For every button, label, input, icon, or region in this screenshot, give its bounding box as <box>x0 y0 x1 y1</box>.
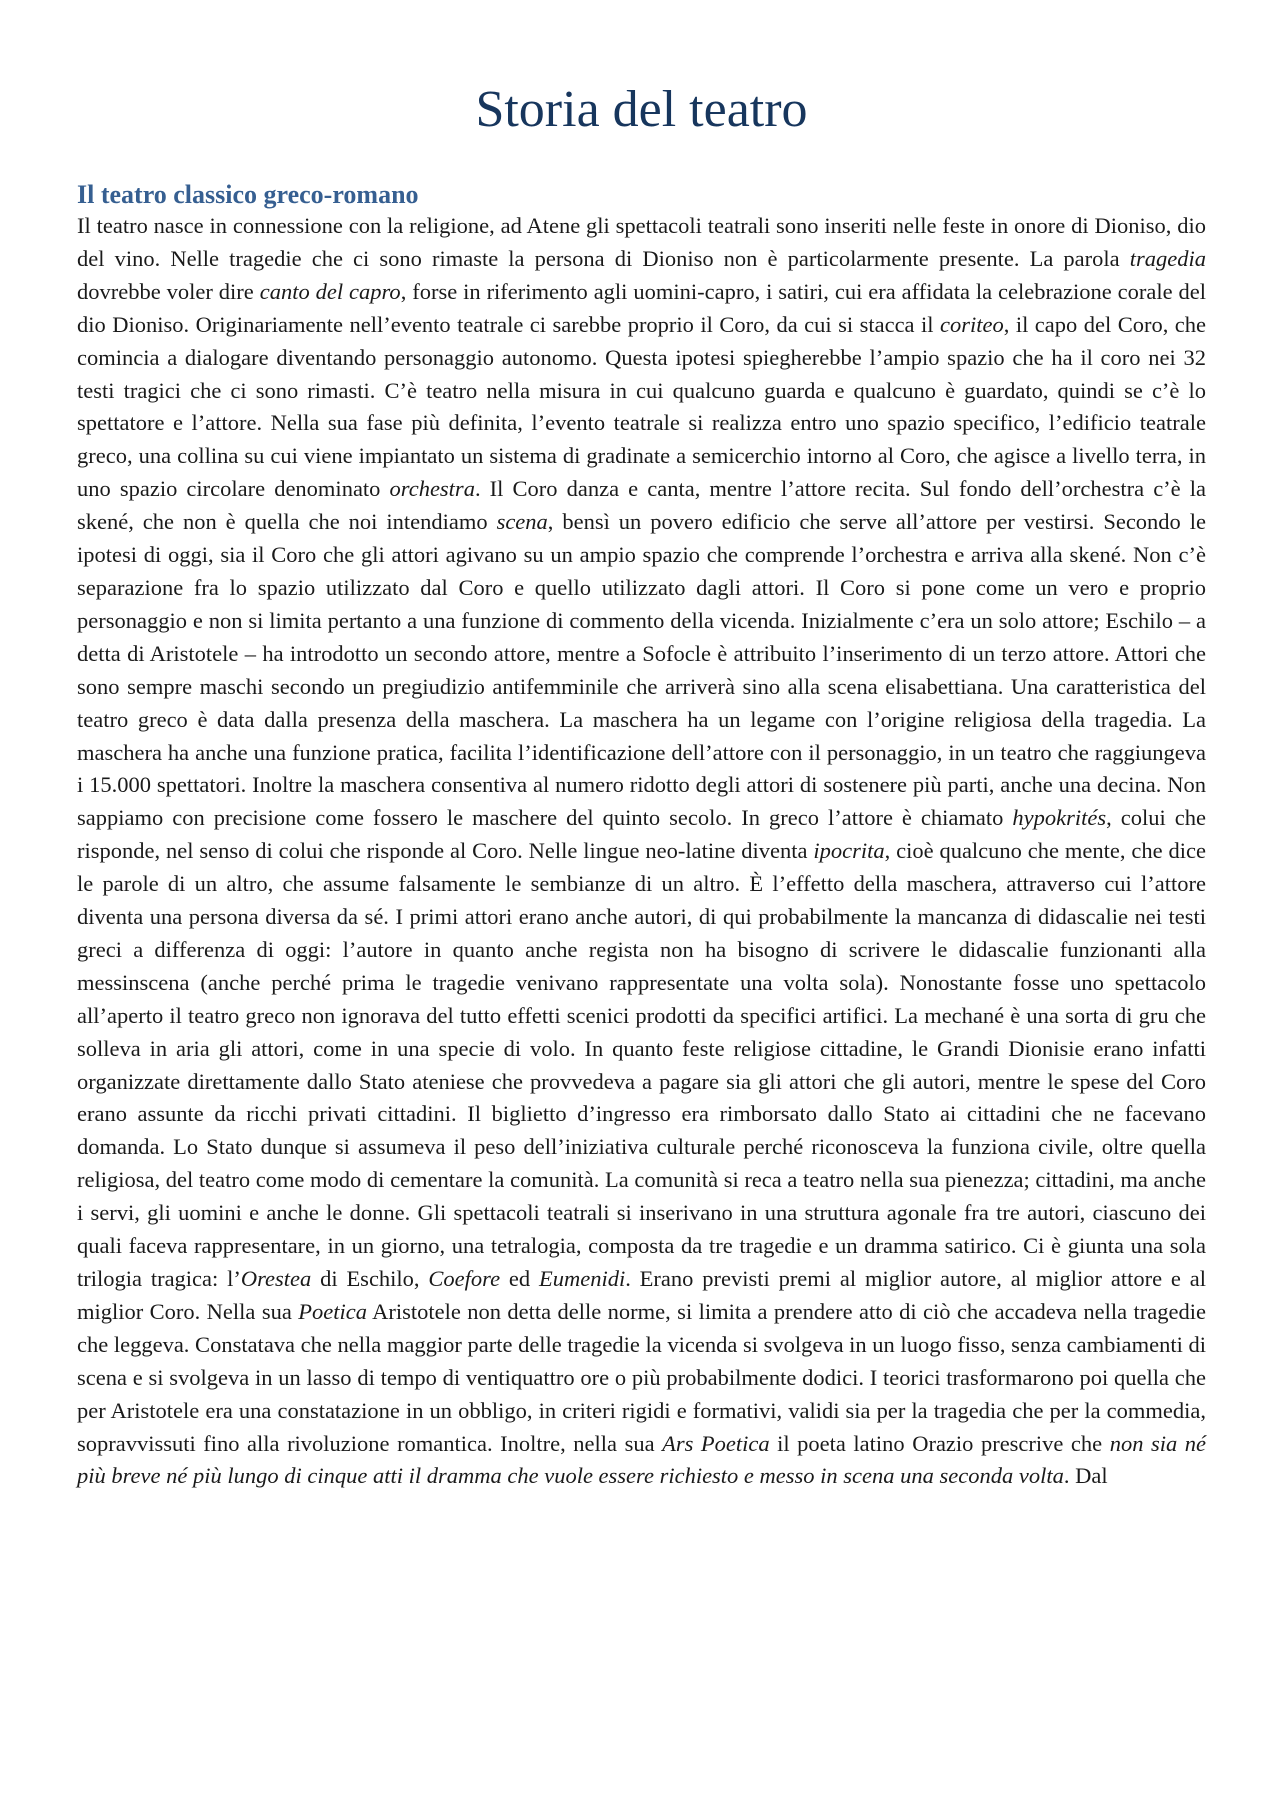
text-run: dovrebbe voler dire <box>77 278 260 304</box>
text-run: , colui che risponde, nel senso di colui che risponde al Coro. Nelle lingue neo-latine diventa <box>77 805 1206 864</box>
text-run: di Eschilo, <box>311 1266 429 1291</box>
italic-term: non sia né più breve né più lungo di cinque atti il dramma che vuole essere richiesto e messo in scena una seconda volta <box>77 1430 1206 1489</box>
italic-term: Orestea <box>240 1266 312 1291</box>
italic-term: hypokrités <box>1012 805 1107 831</box>
text-run: Aristotele non detta delle norme, si limita a prendere atto di ciò che accadeva nella tragedie che leggeva. Constatava che nella maggior parte delle tragedie la vicenda si svolgeva in un luogo fisso, senza cambiamenti di scena e si svolgeva in un lasso di tempo di ventiquattro ore o più probabilmente dodici. I teorici trasformarono poi quella che per Aristotele era una constatazione in un obbligo, in criteri rigidi e formativi, validi sia per la tragedia che per la commedia, sopravvissuti fino alla rivoluzione romantica. Inoltre, nella sua <box>77 1298 1206 1456</box>
document-page <box>77 0 1206 1493</box>
text-run: . Erano previsti premi al miglior autore, al miglior attore e al miglior Coro. Nella sua <box>77 1266 1206 1324</box>
text-run: , cioè qualcuno che mente, che dice le parole di un altro, che assume falsamente le sembianze di un altro. È l’effetto della maschera, attraverso cui l’attore diventa una persona diversa da sé. I primi attori erano anche autori, di qui probabilmente la mancanza di didascalie nei testi greci a differenza di oggi: l’autore in quanto anche regista non ha bisogno di scrivere le didascalie funzionanti alla messinscena (anche perché prima le tragedie venivano rappresentate una volta sola). Nonostante fosse uno spettacolo all’aperto il teatro greco non ignorava del tutto effetti scenici prodotti da specifici artifici. La mechané è una sorta di gru che solleva in aria gli attori, come in una specie di volo. In quanto feste religiose cittadine, le Grandi Dionisie erano infatti organizzate direttamente dallo Stato ateniese che provvedeva a pagare sia gli attori che gli autori, mentre le spese del Coro erano assunte da ricchi privati cittadini. Il biglietto d’ingresso era rimborsato dallo Stato ai cittadini che ne facevano domanda. Lo Stato dunque si assumeva il peso dell’iniziativa culturale perché riconosceva la funziona civile, oltre quella religiosa, del teatro come modo di cementare la comunità. La comunità si reca a teatro nella sua pienezza; cittadini, ma anche i servi, gli uomini e anche le donne. Gli spettacoli teatrali si inserivano in una struttura agonale fra tre autori, ciascuno dei quali faceva rappresentare, in un giorno, una tetralogia, composta da tre tragedie e un dramma satirico. Ci è giunta una sola trilogia tragica: l’ <box>77 838 1206 1291</box>
text-run: il poeta latino Orazio prescrive che <box>769 1430 1110 1456</box>
text-run: ed <box>500 1266 539 1291</box>
italic-term: ipocrita <box>813 838 885 864</box>
italic-term: tragedia <box>1129 245 1206 271</box>
italic-term: Eumenidi <box>538 1266 626 1291</box>
italic-term: Ars Poetica <box>662 1430 770 1456</box>
text-run: , bensì un povero edificio che serve all’attore per vestirsi. Secondo le ipotesi di oggi, sia il Coro che gli attori agivano su un ampio spazio che comprende l’orchestra e arriva alla skené. Non c’è separazione fra lo spazio utilizzato dal Coro e quello utilizzato dagli attori. Il Coro si pone come un vero e proprio personaggio e non si limita pertanto a una funzione di commento della vicenda. Inizialmente c’era un solo attore; Eschilo – a detta di Aristotele – ha introdotto un secondo attore, mentre a Sofocle è attribuito l’inserimento di un terzo attore. Attori che sono sempre maschi secondo un pregiudizio antifemminile che arriverà sino alla scena elisabettiana. Una caratteristica del teatro greco è data dalla presenza della maschera. La maschera ha un legame con l’origine religiosa della tragedia. La maschera ha anche una funzione pratica, facilita l’identificazione dell’attore con il personaggio, in un teatro che raggiungeva i 15.000 spettatori. Inoltre la maschera consentiva al numero ridotto degli attori di sostenere più parti, anche una decina. Non sappiamo con precisione come fossero le maschere del quinto secolo. In greco l’attore è chiamato <box>77 509 1206 831</box>
text-run: Il teatro nasce in connessione con la religione, ad Atene gli spettacoli teatrali sono inseriti nelle feste in onore di Dioniso, dio del vino. Nelle tragedie che ci sono rimaste la persona di Dioniso non è particolarmente presente. La parola <box>77 213 1206 271</box>
text-run: , il capo del Coro, che comincia a dialogare diventando personaggio autonomo. Questa ipotesi spiegherebbe l’ampio spazio che ha il coro nei 32 testi tragici che ci sono rimasti. C’è teatro nella misura in cui qualcuno guarda e qualcuno è guardato, quindi se c’è lo spettatore e l’attore. Nella sua fase più definita, l’evento teatrale si realizza entro uno spazio specifico, l’edificio teatrale greco, una collina su cui viene impiantato un sistema di gradinate a semicerchio intorno al Coro, che agisce a livello terra, in uno spazio circolare denominato <box>77 311 1207 502</box>
text-run: . Il Coro danza e canta, mentre l’attore recita. Sul fondo dell’orchestra c’è la skené, che non è quella che noi intendiamo <box>77 476 1206 535</box>
text-run: , forse in riferimento agli uomini-capro, i satiri, cui era affidata la celebrazione corale del dio Dioniso. Originariamente nell’evento teatrale ci sarebbe proprio il Coro, da cui si stacca il <box>77 278 1206 337</box>
italic-term: Poetica <box>298 1298 367 1324</box>
italic-term: Coefore <box>428 1266 501 1291</box>
section-heading: Il teatro classico greco-romano <box>77 180 419 209</box>
italic-term: coriteo <box>940 311 1004 337</box>
text-run: . Dal <box>1063 1463 1108 1489</box>
italic-term: orchestra <box>389 476 475 502</box>
italic-term: canto del capro <box>259 278 401 304</box>
page-title: Storia del teatro <box>475 81 808 138</box>
body-paragraph <box>77 210 1206 1493</box>
italic-term: scena <box>496 509 548 535</box>
